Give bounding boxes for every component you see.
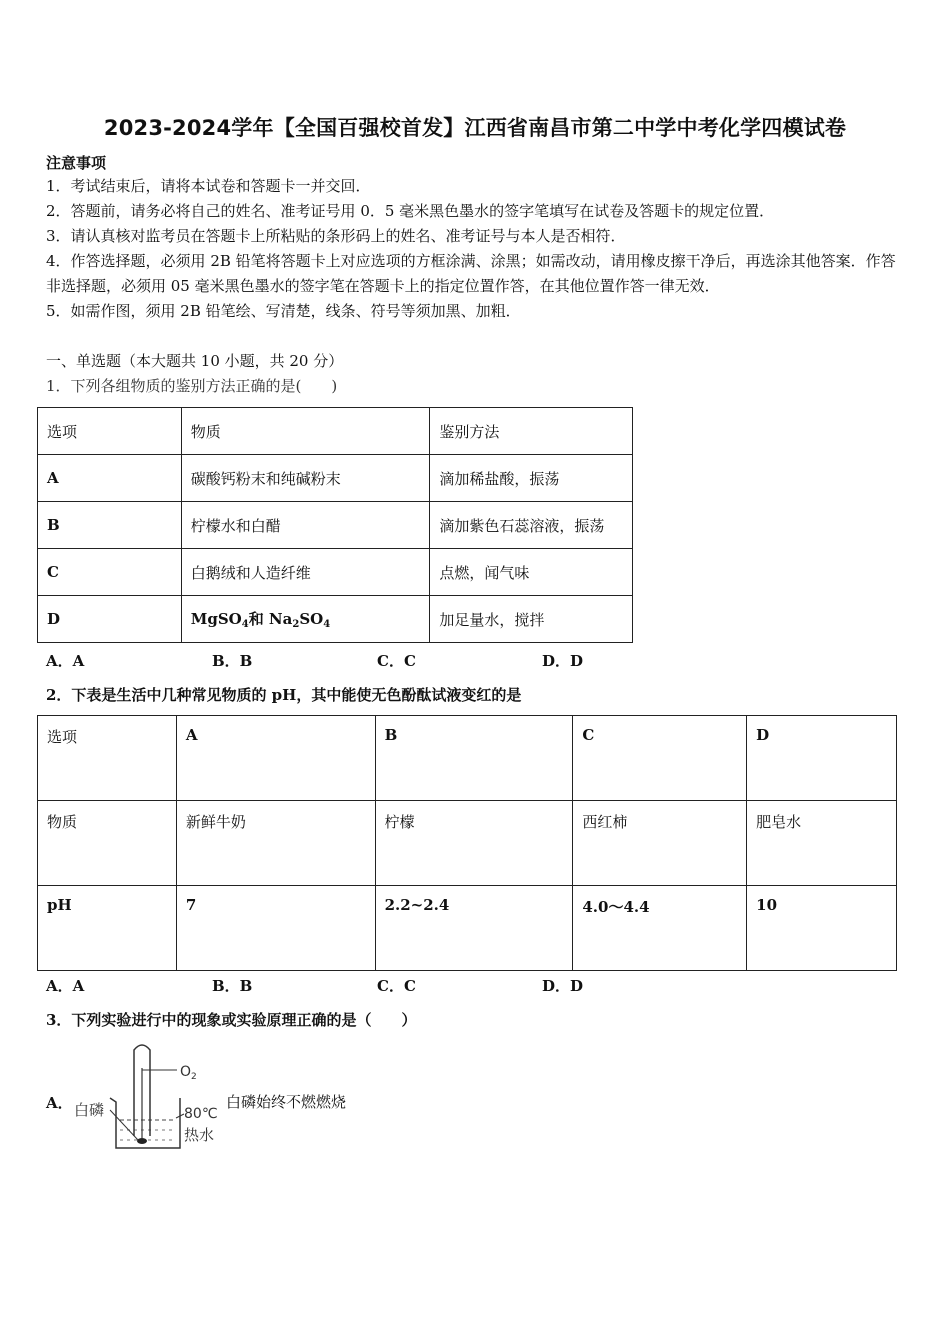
option-c: C．C: [377, 652, 416, 670]
notice-item-2: 2．答题前，请务必将自己的姓名、准考证号用 0．5 毫米黑色墨水的签字笔填写在试卷及答题卡的规定位置．: [46, 202, 775, 220]
option-c: C．C: [377, 977, 416, 995]
table-cell: A: [38, 455, 182, 502]
table-cell: 物质: [38, 801, 177, 886]
white-phosphorus: [137, 1138, 147, 1144]
option-a: A．A: [46, 652, 85, 670]
section-heading: 一、单选题（本大题共 10 小题，共 20 分）: [46, 352, 344, 370]
table-cell: 选项: [38, 716, 177, 801]
table-header-cell: 物质: [181, 408, 430, 455]
notice-item-1: 1．考试结束后，请将本试卷和答题卡一并交回．: [46, 177, 371, 195]
table-row: [38, 549, 633, 596]
table-cell: 柠檬: [375, 801, 573, 886]
table-cell: 7: [176, 886, 375, 971]
table-row: [38, 801, 897, 886]
option-d: D．D: [542, 977, 584, 995]
table-cell: 白鹅绒和人造纤维: [181, 549, 430, 596]
page-title: 2023-2024学年【全国百强校首发】江西省南昌市第二中学中考化学四模试卷: [103, 116, 847, 140]
table-cell: 点燃，闻气味: [430, 549, 633, 596]
table-cell: 加足量水，搅拌: [430, 596, 633, 643]
table-header-cell: 选项: [38, 408, 182, 455]
table-cell: B: [375, 716, 573, 801]
table-row: [38, 502, 633, 549]
option-a-text: 白磷始终不燃燃烧: [226, 1093, 347, 1111]
notice-item-3: 3．请认真核对监考员在答题卡上所粘贴的条形码上的姓名、准考证号与本人是否相符．: [46, 227, 626, 245]
question-2-options: [0, 975, 950, 995]
option-d: D．D: [542, 652, 584, 670]
option-b: B．B: [212, 652, 253, 670]
table-cell: 4.0～4.4: [573, 886, 747, 971]
table-cell: 碳酸钙粉末和纯碱粉末: [181, 455, 430, 502]
table-cell-formula: MgSO$_4$和 $Na_2SO_4$: [181, 596, 430, 643]
question-1-stem: 1．下列各组物质的鉴别方法正确的是( ): [46, 377, 338, 395]
table-row: [38, 455, 633, 502]
temperature-label: 80℃: [184, 1106, 218, 1122]
table-row: [38, 596, 633, 643]
table-cell: 10: [747, 886, 897, 971]
table-cell: 肥皂水: [747, 801, 897, 886]
table-cell: B: [38, 502, 182, 549]
table-row: [38, 716, 897, 801]
question-2-table: [37, 715, 897, 971]
table-row: [38, 408, 633, 455]
table-cell: 滴加紫色石蕊溶液，振荡: [430, 502, 633, 549]
table-row: [38, 886, 897, 971]
phosphorus-label: 白磷: [74, 1101, 105, 1119]
hot-water-label: 热水: [184, 1126, 215, 1144]
table-cell: C: [38, 549, 182, 596]
table-cell: 柠檬水和白醋: [181, 502, 430, 549]
table-cell: 西红柿: [573, 801, 747, 886]
option-a-label: A．: [46, 1094, 73, 1112]
gas-label: $O_2$: [180, 1064, 197, 1082]
table-cell: pH: [38, 886, 177, 971]
table-cell: D: [38, 596, 182, 643]
table-cell: 2.2~2.4: [375, 886, 573, 971]
phosphorus-experiment-diagram: [72, 1040, 222, 1155]
question-1-options: [0, 650, 950, 670]
question-1-table: [37, 407, 633, 643]
table-cell: A: [176, 716, 375, 801]
question-2-stem: 2．下表是生活中几种常见物质的 pH，其中能使无色酚酞试液变红的是: [46, 686, 522, 704]
option-b: B．B: [212, 977, 253, 995]
table-cell: C: [573, 716, 747, 801]
option-a: A．A: [46, 977, 85, 995]
table-cell: 滴加稀盐酸，振荡: [430, 455, 633, 502]
table-cell: D: [747, 716, 897, 801]
question-3-stem: 3．下列实验进行中的现象或实验原理正确的是（ ）: [46, 1011, 417, 1029]
table-cell: 新鲜牛奶: [176, 801, 375, 886]
table-header-cell: 鉴别方法: [430, 408, 633, 455]
notice-item-5: 5．如需作图，须用 2B 铅笔绘、写清楚，线条、符号等须加黑、加粗．: [46, 302, 521, 320]
notice-heading: 注意事项: [46, 154, 107, 172]
notice-item-4: 4．作答选择题，必须用 2B 铅笔将答题卡上对应选项的方框涂满、涂黑；如需改动，请用橡皮擦干净后，再选涂其他答案．作答非选择题，必须用 05 毫米黑色墨水的签字笔在答题卡上的指定位置作答，在其他位置作答一律无效．: [46, 252, 896, 295]
